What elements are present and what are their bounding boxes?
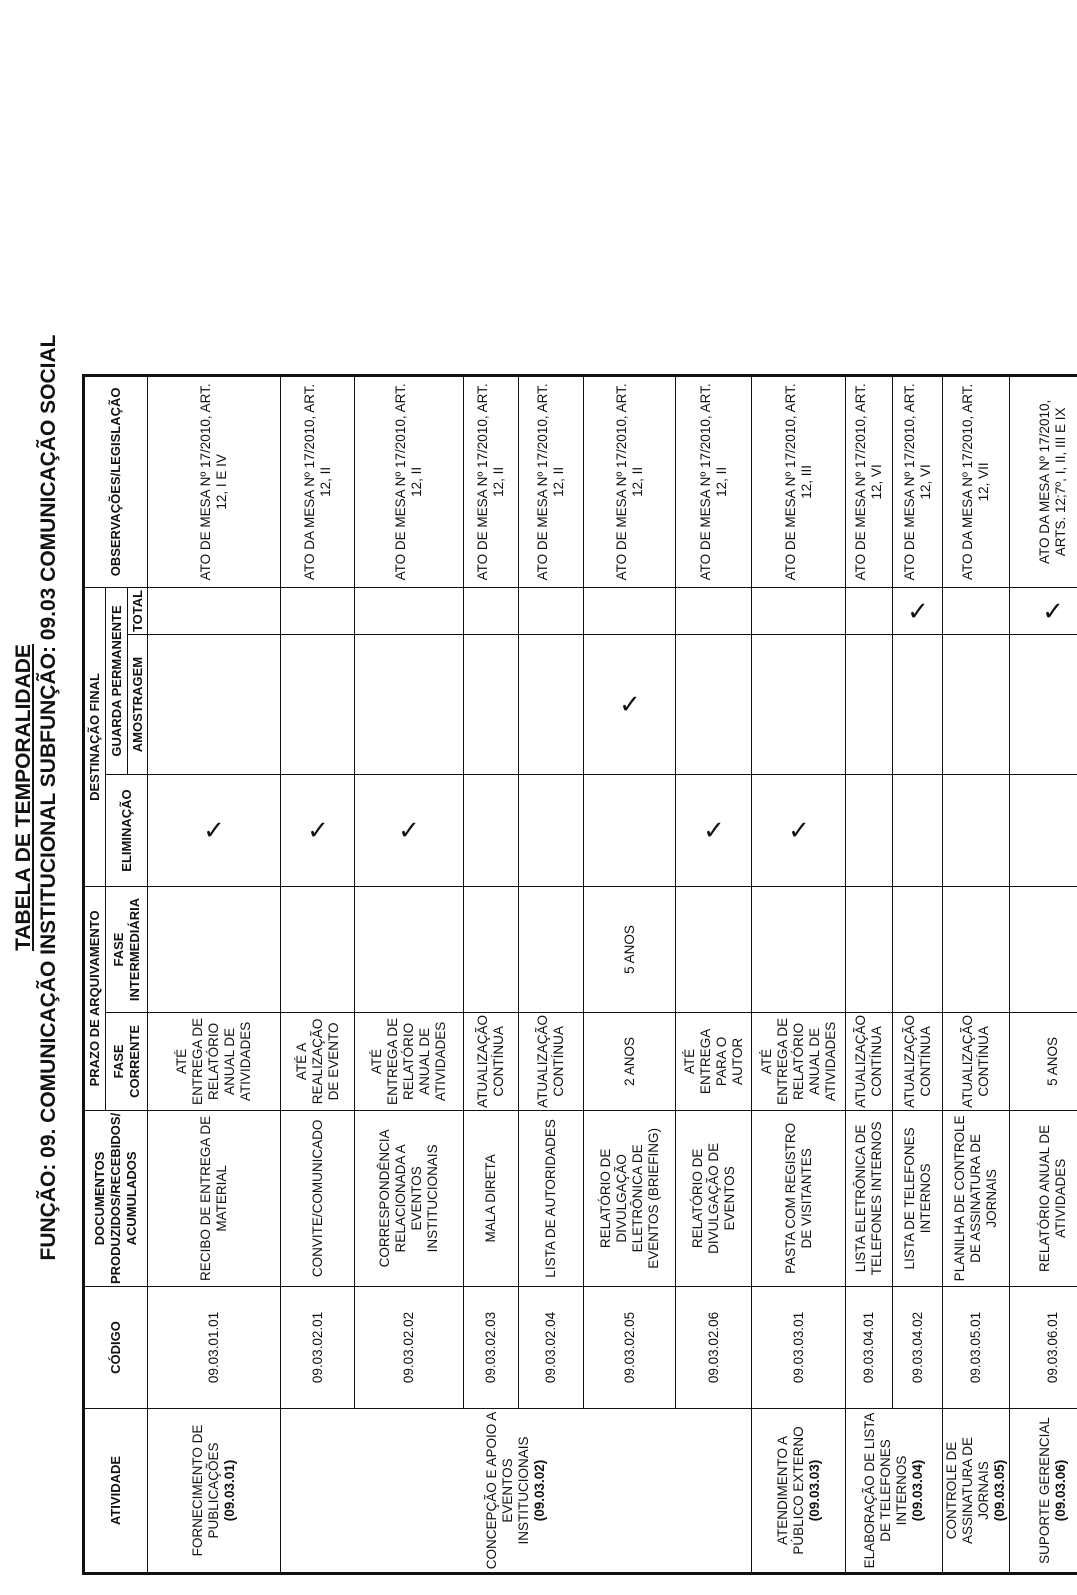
activity-code: (09.03.05): [992, 1459, 1007, 1522]
check-mark-icon: ✓: [203, 815, 225, 846]
activity-name: FORNECIMENTO DE PUBLICAÇÕES: [190, 1424, 221, 1557]
table-row: [355, 375, 464, 1573]
header-fase-corrente: FASE CORRENTE: [106, 1013, 148, 1111]
codigo-cell: 09.03.02.01: [281, 1287, 355, 1409]
table-row: [148, 375, 281, 1573]
codigo-cell: 09.03.01.01: [148, 1287, 281, 1409]
activity-code: (09.03.02): [532, 1459, 547, 1522]
total-cell: [676, 587, 752, 634]
eliminacao-cell: [752, 775, 846, 887]
total-cell: [519, 587, 584, 634]
eliminacao-cell: [148, 775, 281, 887]
documento-cell: LISTA ELETRÔNICA DE TELEFONES INTERNOS: [846, 1110, 893, 1286]
observacoes-cell: ATO DE MESA Nº 17/2010, ART. 12, II: [519, 375, 584, 587]
amostragem-cell: [893, 635, 943, 775]
eliminacao-cell: [519, 775, 584, 887]
table-row: [519, 375, 584, 1573]
activity-code: (09.03.06): [1052, 1459, 1068, 1522]
codigo-cell: 09.03.02.03: [464, 1287, 519, 1409]
eliminacao-cell: [846, 775, 893, 887]
observacoes-cell: ATO DA MESA Nº 17/2010, ART. 12, II: [281, 375, 355, 587]
codigo-cell: 09.03.05.01: [943, 1287, 1010, 1409]
title-block: [12, 0, 62, 1595]
documento-cell: LISTA DE TELEFONES INTERNOS: [893, 1110, 943, 1286]
eliminacao-cell: [281, 775, 355, 887]
eliminacao-cell: [1010, 775, 1077, 887]
observacoes-cell: ATO DA MESA Nº 17/2010, ARTS. 12;7º, I, II, III E IX: [1010, 375, 1077, 587]
header-prazo: PRAZO DE ARQUIVAMENTO: [84, 887, 106, 1111]
check-mark-icon: ✓: [787, 815, 810, 846]
check-mark-icon: ✓: [306, 815, 329, 846]
documento-cell: RECIBO DE ENTREGA DE MATERIAL: [148, 1110, 281, 1286]
eliminacao-cell: [676, 775, 752, 887]
header-observacoes: OBSERVAÇÕES/LEGISLAÇÃO: [84, 375, 148, 587]
fase-corrente-cell: 2 ANOS: [584, 1013, 676, 1111]
header-amostragem: AMOSTRAGEM: [128, 635, 148, 775]
fase-intermediaria-cell: [846, 887, 893, 1013]
activity-name: CONCEPÇÃO E APOIO A EVENTOS INSTITUCIONAIS: [484, 1411, 531, 1570]
table-row: [1010, 375, 1077, 1573]
documento-cell: PLANILHA DE CONTROLE DE ASSINATURA DE JORNAIS: [943, 1110, 1010, 1286]
header-total: TOTAL: [128, 587, 148, 634]
amostragem-cell: [752, 635, 846, 775]
documento-cell: RELATÓRIO ANUAL DE ATIVIDADES: [1010, 1110, 1077, 1286]
header-destinacao: DESTINAÇÃO FINAL: [84, 587, 106, 886]
documento-cell: MALA DIRETA: [464, 1110, 519, 1286]
amostragem-cell: [519, 635, 584, 775]
activity-name: ATENDIMENTO A PÚBLICO EXTERNO: [774, 1426, 806, 1555]
total-cell: [148, 587, 281, 634]
documento-cell: CONVITE/COMUNICADO: [281, 1110, 355, 1286]
amostragem-cell: [148, 635, 281, 775]
fase-corrente-cell: ATUALIZAÇÃO CONTÍNUA: [519, 1013, 584, 1111]
table-body: [148, 375, 1077, 1573]
total-cell: [846, 587, 893, 634]
fase-intermediaria-cell: [281, 887, 355, 1013]
table-row: [676, 375, 752, 1573]
codigo-cell: 09.03.02.05: [584, 1287, 676, 1409]
amostragem-cell: [281, 635, 355, 775]
temporality-table-wrapper: [82, 374, 1077, 1575]
activity-cell: [752, 1409, 846, 1574]
amostragem-cell: [846, 635, 893, 775]
eliminacao-cell: [464, 775, 519, 887]
table-row: [752, 375, 846, 1573]
total-cell: [464, 587, 519, 634]
table-row: [943, 375, 1010, 1573]
total-cell: [355, 587, 464, 634]
activity-cell: [846, 1409, 943, 1574]
temporality-table: [82, 374, 1077, 1575]
fase-intermediaria-cell: [464, 887, 519, 1013]
check-mark-icon: ✓: [1041, 595, 1064, 626]
eliminacao-cell: [584, 775, 676, 887]
header-codigo: CÓDIGO: [84, 1287, 148, 1409]
observacoes-cell: ATO DE MESA Nº 17/2010, ART. 12, I E IV: [148, 375, 281, 587]
header-fase-intermediaria: FASE INTERMEDIÁRIA: [106, 887, 148, 1013]
header-documentos: DOCUMENTOS PRODUZIDOS/RECEBIDOS/ ACUMULADOS: [84, 1110, 148, 1286]
fase-corrente-cell: ATUALIZAÇÃO CONTÍNUA: [893, 1013, 943, 1111]
observacoes-cell: ATO DE MESA Nº 17/2010, ART. 12, II: [676, 375, 752, 587]
fase-corrente-cell: ATUALIZAÇÃO CONTÍNUA: [943, 1013, 1010, 1111]
total-cell: [1010, 587, 1077, 634]
amostragem-cell: [1010, 635, 1077, 775]
activity-cell: [943, 1409, 1010, 1574]
codigo-cell: 09.03.04.01: [846, 1287, 893, 1409]
amostragem-cell: [676, 635, 752, 775]
documento-cell: PASTA COM REGISTRO DE VISITANTES: [752, 1110, 846, 1286]
fase-intermediaria-cell: [355, 887, 464, 1013]
documento-cell: CORRESPONDÊNCIA RELACIONADA A EVENTOS INSTITUCIONAIS: [355, 1110, 464, 1286]
fase-corrente-cell: ATÉ A REALIZAÇÃO DE EVENTO: [281, 1013, 355, 1111]
fase-corrente-cell: ATUALIZAÇÃO CONTÍNUA: [464, 1013, 519, 1111]
table-row: [464, 375, 519, 1573]
header-eliminacao: ELIMINAÇÃO: [106, 775, 148, 887]
observacoes-cell: ATO DE MESA Nº 17/2010, ART. 12, II: [464, 375, 519, 587]
document-title: TABELA DE TEMPORALIDADE: [12, 644, 35, 951]
documento-cell: RELATÓRIO DE DIVULGAÇÃO DE EVENTOS: [676, 1110, 752, 1286]
activity-name: ELABORAÇÃO DE LISTA DE TELEFONES INTERNOS: [862, 1412, 909, 1569]
check-mark-icon: ✓: [618, 689, 641, 720]
total-cell: [893, 587, 943, 634]
fase-intermediaria-cell: 5 ANOS: [584, 887, 676, 1013]
codigo-cell: 09.03.02.02: [355, 1287, 464, 1409]
fase-intermediaria-cell: [148, 887, 281, 1013]
codigo-cell: 09.03.06.01: [1010, 1287, 1077, 1409]
eliminacao-cell: [893, 775, 943, 887]
fase-intermediaria-cell: [1010, 887, 1077, 1013]
check-mark-icon: ✓: [906, 595, 929, 626]
fase-corrente-cell: ATÉ ENTREGA PARA O AUTOR: [676, 1013, 752, 1111]
total-cell: [943, 587, 1010, 634]
observacoes-cell: ATO DE MESA Nº 17/2010, ART. 12, VI: [846, 375, 893, 587]
activity-name: SUPORTE GERENCIAL: [1036, 1417, 1052, 1564]
codigo-cell: 09.03.03.01: [752, 1287, 846, 1409]
fase-corrente-cell: 5 ANOS: [1010, 1013, 1077, 1111]
fase-corrente-cell: ATÉ ENTREGA DE RELATÓRIO ANUAL DE ATIVIDADES: [355, 1013, 464, 1111]
table-row: [893, 375, 943, 1573]
fase-corrente-cell: ATUALIZAÇÃO CONTÍNUA: [846, 1013, 893, 1111]
fase-intermediaria-cell: [943, 887, 1010, 1013]
fase-intermediaria-cell: [752, 887, 846, 1013]
observacoes-cell: ATO DE MESA Nº 17/2010, ART. 12, VI: [893, 375, 943, 587]
fase-corrente-cell: ATÉ ENTREGA DE RELATÓRIO ANUAL DE ATIVIDADES: [148, 1013, 281, 1111]
fase-corrente-cell: ATÉ ENTREGA DE RELATÓRIO ANUAL DE ATIVIDADES: [752, 1013, 846, 1111]
activity-cell: [148, 1409, 281, 1574]
observacoes-cell: ATO DE MESA Nº 17/2010, ART. 12, II: [355, 375, 464, 587]
fase-intermediaria-cell: [519, 887, 584, 1013]
header-guarda-permanente: GUARDA PERMANENTE: [106, 587, 128, 774]
check-mark-icon: ✓: [702, 815, 725, 846]
total-cell: [752, 587, 846, 634]
table-row: [846, 375, 893, 1573]
activity-code: (09.03.04): [910, 1459, 925, 1522]
eliminacao-cell: [355, 775, 464, 887]
table-row: [584, 375, 676, 1573]
amostragem-cell: [355, 635, 464, 775]
table-row: [281, 375, 355, 1573]
fase-intermediaria-cell: [676, 887, 752, 1013]
check-mark-icon: ✓: [398, 815, 420, 846]
codigo-cell: 09.03.04.02: [893, 1287, 943, 1409]
activity-code: (09.03.01): [222, 1459, 237, 1522]
activity-name: CONTROLE DE ASSINATURA DE JORNAIS: [944, 1436, 991, 1545]
amostragem-cell: [943, 635, 1010, 775]
total-cell: [281, 587, 355, 634]
total-cell: [584, 587, 676, 634]
activity-cell: [1010, 1409, 1077, 1574]
header-atividade: ATIVIDADE: [84, 1409, 148, 1574]
document-subtitle: FUNÇÃO: 09. COMUNICAÇÃO INSTITUCIONAL SUBFUNÇÃO: 09.03 COMUNICAÇÃO SOCIAL: [37, 334, 60, 1261]
codigo-cell: 09.03.02.06: [676, 1287, 752, 1409]
documento-cell: RELATÓRIO DE DIVULGAÇÃO ELETRÔNICA DE EVENTOS (BRIEFING): [584, 1110, 676, 1286]
amostragem-cell: [464, 635, 519, 775]
documento-cell: LISTA DE AUTORIDADES: [519, 1110, 584, 1286]
observacoes-cell: ATO DE MESA Nº 17/2010, ART. 12, II: [584, 375, 676, 587]
eliminacao-cell: [943, 775, 1010, 887]
activity-cell: [281, 1409, 752, 1574]
codigo-cell: 09.03.02.04: [519, 1287, 584, 1409]
amostragem-cell: [584, 635, 676, 775]
observacoes-cell: ATO DE MESA Nº 17/2010, ART. 12, III: [752, 375, 846, 587]
fase-intermediaria-cell: [893, 887, 943, 1013]
activity-code: (09.03.03): [806, 1459, 822, 1522]
observacoes-cell: ATO DA MESA Nº 17/2010, ART. 12, VII: [943, 375, 1010, 587]
